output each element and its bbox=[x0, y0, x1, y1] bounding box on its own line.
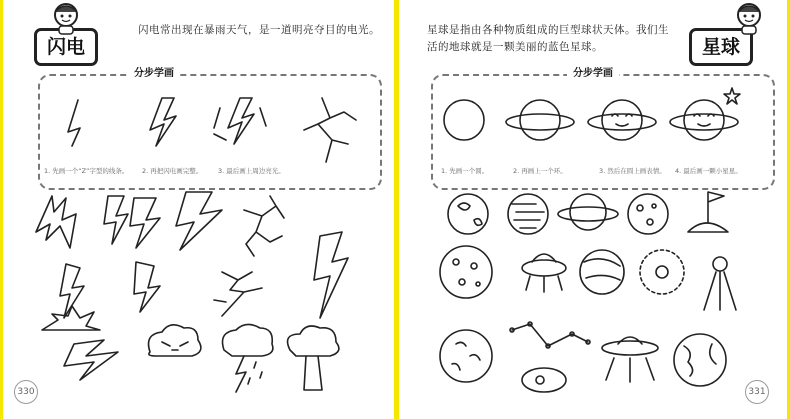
planet-icon bbox=[670, 88, 740, 140]
planet-icon bbox=[674, 334, 726, 386]
lightning-bolt-icon bbox=[150, 98, 176, 146]
ufo-icon bbox=[522, 254, 566, 292]
step-caption-1: 1. 先画一个“Z”字型的线条。 bbox=[44, 167, 129, 175]
page-number: 331 bbox=[745, 380, 769, 404]
step-caption-1: 1. 先画一个圆。 bbox=[441, 167, 489, 175]
satellite-icon bbox=[704, 257, 736, 310]
planet-icon bbox=[440, 330, 492, 382]
lightning-bolt-icon bbox=[288, 326, 339, 390]
step-caption-3: 3. 然后在圆上画表情。 bbox=[599, 167, 666, 175]
lightning-bolt-icon bbox=[223, 324, 273, 392]
planet-icon bbox=[506, 100, 574, 140]
lightning-bolt-icon bbox=[42, 264, 100, 330]
lightning-bolt-icon bbox=[149, 325, 201, 356]
planet-icon bbox=[508, 194, 548, 234]
lightning-bolt-icon bbox=[214, 272, 262, 316]
right-page-title: 星球 bbox=[689, 28, 753, 66]
lightning-bolt-icon bbox=[214, 98, 266, 144]
step-caption-3: 3. 最后画上周边亮光。 bbox=[218, 167, 285, 175]
left-page-title: 闪电 bbox=[34, 28, 98, 66]
lightning-bolt-icon bbox=[314, 232, 348, 318]
right-page-intro-line2: 活的地球就是一颗美丽的蓝色星球。 bbox=[427, 41, 603, 53]
flag-moon-icon bbox=[688, 192, 728, 232]
planet-icon bbox=[628, 194, 668, 234]
planet-icon bbox=[440, 246, 492, 298]
step-caption-2: 2. 再画上一个环。 bbox=[513, 167, 567, 175]
left-page-intro: 闪电常出现在暴雨天气，是一道明亮夺目的电光。 bbox=[138, 24, 380, 36]
lightning-bolt-icon bbox=[134, 262, 160, 312]
steps-label: 分步学画 bbox=[128, 67, 180, 81]
lightning-bolt-icon bbox=[304, 98, 356, 162]
step-caption-4: 4. 最后画一颗小星星。 bbox=[675, 167, 742, 175]
step-caption-2: 2. 再把闪电画完整。 bbox=[142, 167, 203, 175]
planet-icon bbox=[558, 194, 618, 230]
steps-label: 分步学画 bbox=[567, 67, 619, 81]
planet-icon bbox=[448, 194, 488, 234]
planet-icon bbox=[580, 250, 624, 294]
constellation-icon bbox=[510, 322, 590, 392]
page-number: 330 bbox=[14, 380, 38, 404]
ufo-icon bbox=[602, 337, 658, 382]
right-page-intro-line1: 星球是指由各种物质组成的巨型球状天体。我们生 bbox=[427, 24, 669, 36]
lightning-bolt-icon bbox=[104, 196, 160, 248]
lightning-bolt-icon bbox=[244, 196, 284, 256]
planet-icon bbox=[444, 100, 484, 140]
planet-icon bbox=[588, 100, 656, 140]
lightning-bolt-icon bbox=[176, 192, 222, 250]
lightning-bolt-icon bbox=[36, 196, 76, 248]
planet-icon bbox=[640, 250, 684, 294]
lightning-bolt-icon bbox=[64, 340, 118, 380]
lightning-bolt-icon bbox=[68, 100, 80, 146]
